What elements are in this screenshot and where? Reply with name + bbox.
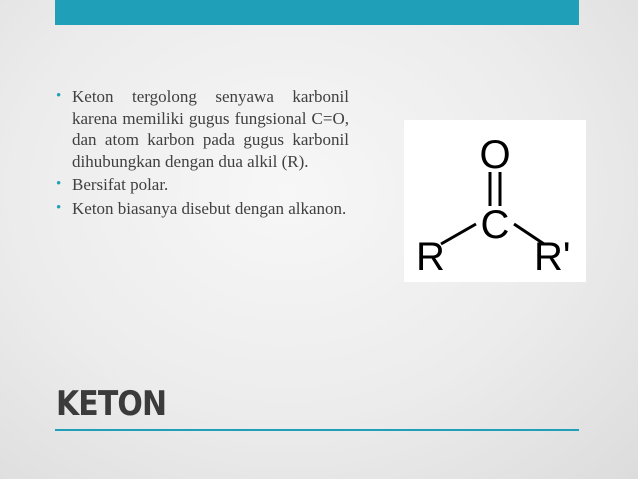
bullet-text: Bersifat polar. [72,175,169,194]
oxygen-atom-label: O [479,133,511,177]
bullet-item [56,198,349,220]
left-bond-line [441,224,476,244]
slide-title: KETON [56,384,167,424]
bullet-item [56,174,349,196]
bullet-symbol: • [56,199,62,216]
bullet-text: Keton tergolong senyawa karbonil karena memiliki gugus fungsional C=O, dan atom karbon pada gugus karbonil dihubungkan dengan dua alkil (R). [72,87,349,171]
ketone-structure-diagram [404,120,586,282]
top-accent-bar [55,0,579,25]
bullet-symbol: • [56,88,62,104]
bullet-text: Keton biasanya disebut dengan alkanon. [72,198,347,218]
bullet-list [56,86,349,221]
left-alkyl-label: R [416,235,445,279]
right-alkyl-label: R' [534,235,571,279]
title-underline [55,429,579,431]
bullet-item [56,86,349,172]
carbon-atom-label: C [480,203,510,247]
bullet-symbol: • [56,176,62,192]
